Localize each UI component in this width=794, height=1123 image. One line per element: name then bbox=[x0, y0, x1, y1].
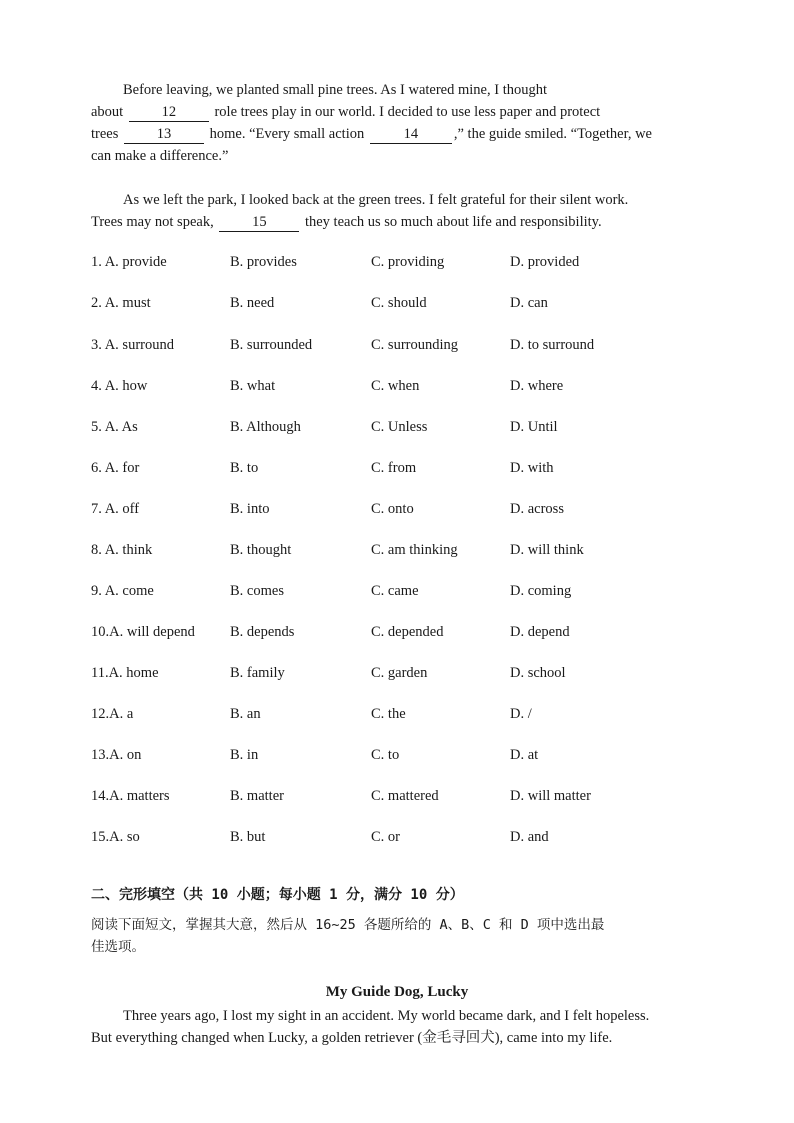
option-d: D. across bbox=[510, 501, 564, 517]
option-d: D. where bbox=[510, 378, 564, 394]
option-a: 15.A. so bbox=[91, 829, 140, 845]
option-c: C. depended bbox=[371, 624, 444, 640]
passage-text: ,” the guide smiled. “Together, we bbox=[453, 126, 652, 142]
passage-text: Trees may not speak, bbox=[91, 214, 214, 230]
instruction-line: 阅读下面短文，掌握其大意，然后从 16~25 各题所给的 A、B、C 和 D 项中选出最 bbox=[91, 917, 605, 933]
story-paragraph bbox=[91, 1005, 703, 1049]
passage-paragraph-1 bbox=[91, 79, 703, 167]
option-a: 5. A. As bbox=[91, 419, 138, 435]
passage-line bbox=[91, 211, 703, 233]
option-d: D. / bbox=[510, 706, 532, 722]
option-c: C. came bbox=[371, 583, 419, 599]
option-b: B. surrounded bbox=[230, 337, 313, 353]
option-c: C. when bbox=[371, 378, 420, 394]
option-a: 12.A. a bbox=[91, 706, 134, 722]
option-b: B. comes bbox=[230, 583, 284, 599]
question-row bbox=[91, 542, 703, 562]
blank-13: 13 bbox=[124, 125, 204, 144]
option-d: D. to surround bbox=[510, 337, 595, 353]
option-c: C. providing bbox=[371, 254, 445, 270]
instruction-line: 佳选项。 bbox=[91, 939, 145, 955]
option-c: C. am thinking bbox=[371, 542, 458, 558]
option-b: B. need bbox=[230, 295, 275, 311]
passage-text: about bbox=[91, 104, 124, 120]
option-a: 10.A. will depend bbox=[91, 624, 195, 640]
question-row bbox=[91, 747, 703, 767]
option-c: C. from bbox=[371, 460, 417, 476]
option-a: 7. A. off bbox=[91, 501, 140, 517]
passage-text: trees bbox=[91, 126, 119, 142]
passage-line: Before leaving, we planted small pine trees. As I watered mine, I thought bbox=[123, 82, 547, 98]
option-b: B. provides bbox=[230, 254, 297, 270]
story-line: Three years ago, I lost my sight in an accident. My world became dark, and I felt hopeless. bbox=[123, 1008, 650, 1024]
option-d: D. will matter bbox=[510, 788, 591, 804]
option-a: 4. A. how bbox=[91, 378, 148, 394]
option-c: C. onto bbox=[371, 501, 414, 517]
option-d: D. Until bbox=[510, 419, 558, 435]
option-d: D. with bbox=[510, 460, 554, 476]
section-heading: 二、完形填空（共 10 小题；每小题 1 分，满分 10 分） bbox=[91, 887, 464, 903]
option-b: B. but bbox=[230, 829, 266, 845]
blank-14: 14 bbox=[370, 125, 452, 144]
option-a: 8. A. think bbox=[91, 542, 153, 558]
option-d: D. can bbox=[510, 295, 548, 311]
option-d: D. will think bbox=[510, 542, 584, 558]
passage-paragraph-2 bbox=[91, 189, 703, 233]
option-b: B. Although bbox=[230, 419, 301, 435]
passage-text: they teach us so much about life and responsibility. bbox=[304, 214, 602, 230]
passage-line bbox=[91, 123, 703, 145]
option-d: D. at bbox=[510, 747, 539, 763]
blank-12: 12 bbox=[129, 103, 209, 122]
section-instruction bbox=[91, 914, 703, 958]
option-c: C. mattered bbox=[371, 788, 439, 804]
option-c: C. should bbox=[371, 295, 427, 311]
option-d: D. and bbox=[510, 829, 549, 845]
passage-line: As we left the park, I looked back at the green trees. I felt grateful for their silent work. bbox=[123, 192, 629, 208]
option-d: D. school bbox=[510, 665, 566, 681]
question-row bbox=[91, 337, 703, 357]
option-a: 11.A. home bbox=[91, 665, 159, 681]
option-c: C. surrounding bbox=[371, 337, 458, 353]
option-a: 13.A. on bbox=[91, 747, 142, 763]
blank-15: 15 bbox=[219, 213, 299, 232]
question-row bbox=[91, 254, 703, 274]
option-a: 1. A. provide bbox=[91, 254, 167, 270]
question-row bbox=[91, 583, 703, 603]
story-title: My Guide Dog, Lucky bbox=[325, 984, 469, 1000]
question-row bbox=[91, 419, 703, 439]
option-b: B. thought bbox=[230, 542, 292, 558]
option-a: 2. A. must bbox=[91, 295, 151, 311]
option-c: C. garden bbox=[371, 665, 428, 681]
story-line: But everything changed when Lucky, a golden retriever (金毛寻回犬), came into my life. bbox=[91, 1030, 613, 1046]
option-b: B. depends bbox=[230, 624, 295, 640]
question-row bbox=[91, 378, 703, 398]
option-a: 9. A. come bbox=[91, 583, 154, 599]
option-c: C. to bbox=[371, 747, 400, 763]
option-b: B. to bbox=[230, 460, 259, 476]
option-b: B. what bbox=[230, 378, 276, 394]
question-row bbox=[91, 706, 703, 726]
question-row bbox=[91, 460, 703, 480]
question-row bbox=[91, 829, 703, 849]
option-b: B. into bbox=[230, 501, 270, 517]
option-b: B. an bbox=[230, 706, 261, 722]
option-d: D. depend bbox=[510, 624, 570, 640]
option-b: B. family bbox=[230, 665, 285, 681]
option-a: 14.A. matters bbox=[91, 788, 170, 804]
question-row bbox=[91, 788, 703, 808]
question-row bbox=[91, 295, 703, 315]
option-b: B. matter bbox=[230, 788, 284, 804]
question-row bbox=[91, 501, 703, 521]
option-c: C. or bbox=[371, 829, 400, 845]
option-c: C. the bbox=[371, 706, 406, 722]
passage-text: role trees play in our world. I decided to use less paper and protect bbox=[214, 104, 601, 120]
question-row bbox=[91, 665, 703, 685]
option-c: C. Unless bbox=[371, 419, 428, 435]
passage-line: can make a difference.” bbox=[91, 148, 229, 164]
option-d: D. coming bbox=[510, 583, 572, 599]
option-d: D. provided bbox=[510, 254, 580, 270]
option-a: 3. A. surround bbox=[91, 337, 174, 353]
option-b: B. in bbox=[230, 747, 259, 763]
question-row bbox=[91, 624, 703, 644]
option-a: 6. A. for bbox=[91, 460, 140, 476]
passage-text: home. “Every small action bbox=[209, 126, 365, 142]
passage-line bbox=[91, 101, 703, 123]
